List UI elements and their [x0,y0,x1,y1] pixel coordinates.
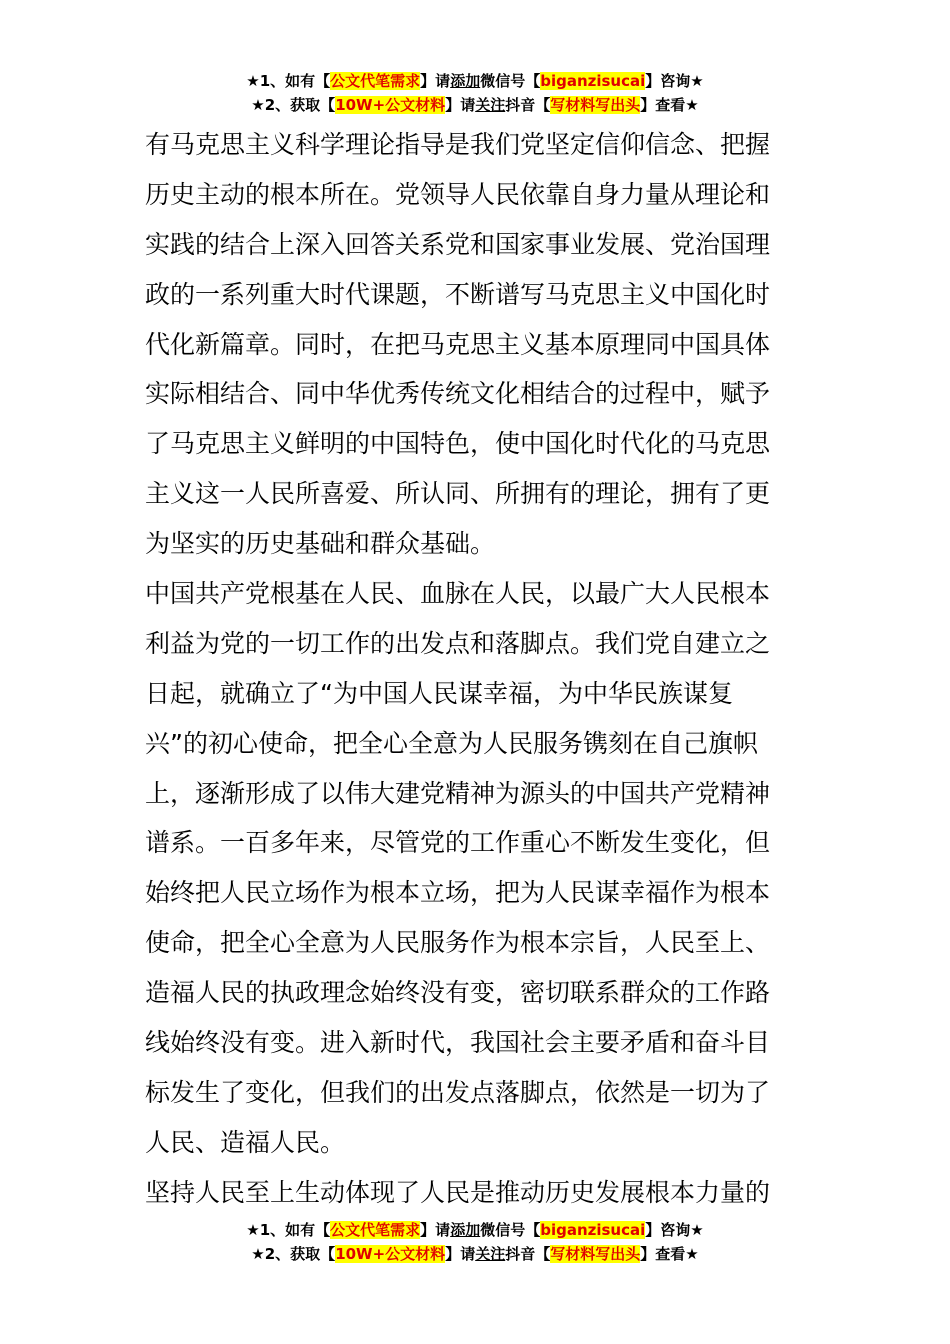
footer-banner [0,1218,950,1266]
text-line: 日起，就确立了“为中国人民谋幸福，为中华民族谋复 [145,678,733,708]
banner-text: 微信号【 [480,1221,541,1239]
paragraph [145,1168,815,1218]
banner-highlight: 公文代笔需求 [330,1221,421,1239]
text-line: 上，逐渐形成了以伟大建党精神为源头的中国共产党精神 [145,778,771,808]
banner-highlight: 10W+公文材料 [335,1245,446,1263]
banner-highlight: biganzisucai [540,72,646,90]
paragraph [145,120,815,569]
banner-underlined: 添加 [450,72,481,90]
banner-underlined: 关注 [475,1245,506,1263]
banner-highlight: 公文代笔需求 [330,72,421,90]
banner-text: 】请 [445,1245,476,1263]
banner-text: 】查看★ [640,1245,699,1263]
text-line: 政的一系列重大时代课题，不断谱写马克思主义中国化时 [145,279,771,309]
banner-highlight: 写材料写出头 [550,96,641,114]
banner-highlight: biganzisucai [540,1221,646,1239]
header-banner [0,69,950,117]
paragraph [145,569,815,1168]
banner-text: 抖音【 [505,1245,551,1263]
banner-text: 抖音【 [505,96,551,114]
text-line: 有马克思主义科学理论指导是我们党坚定信仰信念、把握 [145,130,771,159]
banner-line-2 [0,1242,950,1266]
banner-highlight: 写材料写出头 [550,1245,641,1263]
banner-text: 】咨询★ [645,72,704,90]
text-line: 标发生了变化，但我们的出发点落脚点，依然是一切为了 [145,1077,771,1107]
banner-highlight: 10W+公文材料 [335,96,446,114]
text-line: 代化新篇章。同时，在把马克思主义基本原理同中国具体 [145,329,771,359]
text-line: 了马克思主义鲜明的中国特色，使中国化时代化的马克思 [145,429,771,459]
text-line: 谱系。一百多年来，尽管党的工作重心不断发生变化，但 [145,828,771,858]
banner-text: ★1、如有【 [246,72,331,90]
banner-line-2 [0,93,950,117]
document-body [145,120,815,1218]
banner-text: 】请 [420,72,451,90]
banner-line-1 [0,1218,950,1242]
banner-text: ★2、获取【 [251,96,336,114]
text-line: 始终把人民立场作为根本立场，把为人民谋幸福作为根本 [145,878,771,908]
banner-text: 】咨询★ [645,1221,704,1239]
banner-line-1 [0,69,950,93]
text-line: 造福人民的执政理念始终没有变，密切联系群众的工作路 [145,978,771,1008]
banner-text: 】查看★ [640,96,699,114]
text-line: 线始终没有变。进入新时代，我国社会主要矛盾和奋斗目 [145,1028,771,1058]
text-line: 历史主动的根本所在。党领导人民依靠自身力量从理论和 [145,179,771,209]
text-line: 实践的结合上深入回答关系党和国家事业发展、党治国理 [145,229,771,259]
text-line: 利益为党的一切工作的出发点和落脚点。我们党自建立之 [145,628,771,658]
banner-underlined: 关注 [475,96,506,114]
text-line: 使命，把全心全意为人民服务作为根本宗旨，人民至上、 [145,928,771,958]
banner-underlined: 添加 [450,1221,481,1239]
text-line: 实际相结合、同中华优秀传统文化相结合的过程中，赋予 [145,379,771,409]
text-line: 主义这一人民所喜爱、所认同、所拥有的理论，拥有了更 [145,479,771,509]
text-line: 兴”的初心使命，把全心全意为人民服务镌刻在自己旗帜 [145,728,758,758]
text-line: 坚持人民至上生动体现了人民是推动历史发展根本力量的 [145,1177,771,1207]
banner-text: ★1、如有【 [246,1221,331,1239]
text-line: 为坚实的历史基础和群众基础。 [145,529,496,559]
banner-text: 】请 [420,1221,451,1239]
text-line: 中国共产党根基在人民、血脉在人民，以最广大人民根本 [145,579,771,609]
text-line: 人民、造福人民。 [145,1127,346,1157]
banner-text: 微信号【 [480,72,541,90]
banner-text: 】请 [445,96,476,114]
banner-text: ★2、获取【 [251,1245,336,1263]
